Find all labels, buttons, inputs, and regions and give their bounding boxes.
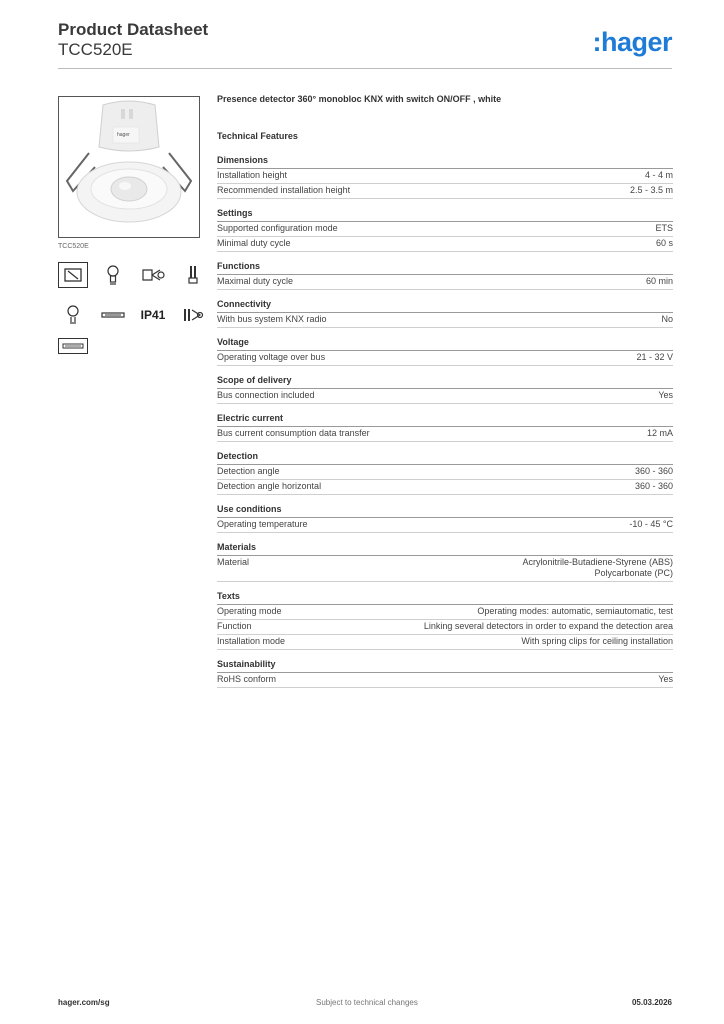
feature-row bbox=[217, 556, 673, 582]
feature-value: Acrylonitrile-Butadiene-Styrene (ABS) Polycarbonate (PC) bbox=[522, 557, 673, 578]
feature-row bbox=[217, 313, 673, 328]
hager-logo: :hager bbox=[592, 27, 672, 57]
feature-value: 60 s bbox=[655, 238, 673, 248]
feature-row bbox=[217, 389, 673, 404]
feature-label: Minimal duty cycle bbox=[217, 238, 291, 248]
feature-section bbox=[217, 542, 673, 582]
header-divider bbox=[58, 68, 672, 69]
feature-label: Maximal duty cycle bbox=[217, 276, 294, 286]
header bbox=[58, 20, 208, 60]
feature-label: Installation mode bbox=[217, 636, 286, 646]
feature-value: Yes bbox=[658, 674, 673, 684]
feature-section bbox=[217, 337, 673, 366]
bulb-icon bbox=[58, 302, 88, 328]
footer-note: Subject to technical changes bbox=[316, 998, 418, 1007]
section-title: Texts bbox=[217, 591, 673, 605]
feature-label: Bus current consumption data transfer bbox=[217, 428, 370, 438]
section-title: Scope of delivery bbox=[217, 375, 673, 389]
section-title: Materials bbox=[217, 542, 673, 556]
feature-label: Operating voltage over bus bbox=[217, 352, 326, 362]
feature-label: Installation height bbox=[217, 170, 288, 180]
product-description: Presence detector 360° monobloc KNX with switch ON/OFF , white bbox=[217, 94, 502, 104]
feature-label: Function bbox=[217, 621, 252, 631]
feature-label: Recommended installation height bbox=[217, 185, 351, 195]
feature-section bbox=[217, 299, 673, 328]
section-title: Electric current bbox=[217, 413, 673, 427]
feature-section bbox=[217, 504, 673, 533]
feature-section bbox=[217, 659, 673, 688]
feature-row bbox=[217, 169, 673, 184]
feature-label: Detection angle horizontal bbox=[217, 481, 322, 491]
feature-section bbox=[217, 261, 673, 290]
wall-mount-icon bbox=[58, 262, 88, 288]
fluorescent-lamp-icon bbox=[178, 262, 208, 288]
section-title: Voltage bbox=[217, 337, 673, 351]
feature-value: Linking several detectors in order to expand the detection area bbox=[423, 621, 673, 631]
page-title: Product Datasheet bbox=[58, 20, 209, 39]
led-strip-icon bbox=[58, 338, 88, 354]
feature-row bbox=[217, 465, 673, 480]
feature-row bbox=[217, 480, 673, 495]
feature-row bbox=[217, 184, 673, 199]
feature-value: 360 - 360 bbox=[634, 481, 673, 491]
technical-features-title: Technical Features bbox=[217, 131, 298, 141]
feature-section bbox=[217, 155, 673, 199]
motion-sensor-icon bbox=[138, 262, 168, 288]
product-image bbox=[58, 96, 200, 238]
knx-icon bbox=[178, 302, 208, 328]
footer-date: 05.03.2026 bbox=[631, 998, 672, 1007]
feature-row bbox=[217, 427, 673, 442]
feature-row bbox=[217, 222, 673, 237]
feature-sections bbox=[217, 155, 673, 688]
section-title: Use conditions bbox=[217, 504, 673, 518]
footer-website[interactable]: hager.com/sg bbox=[58, 998, 110, 1007]
section-title: Settings bbox=[217, 208, 673, 222]
incandescent-lamp-icon bbox=[98, 262, 128, 288]
technical-content bbox=[217, 94, 673, 697]
feature-section bbox=[217, 451, 673, 495]
feature-row bbox=[217, 635, 673, 650]
feature-value: ETS bbox=[655, 223, 673, 233]
feature-value: Operating modes: automatic, semiautomatic, test bbox=[477, 606, 673, 616]
product-reference: TCC520E bbox=[58, 40, 133, 59]
feature-value: -10 - 45 °C bbox=[629, 519, 673, 529]
feature-value: With spring clips for ceiling installation bbox=[521, 636, 673, 646]
image-caption: TCC520E bbox=[58, 243, 89, 250]
feature-label: With bus system KNX radio bbox=[217, 314, 327, 324]
feature-label: Bus connection included bbox=[217, 390, 315, 400]
feature-value: No bbox=[661, 314, 673, 324]
feature-value: 4 - 4 m bbox=[644, 170, 673, 180]
feature-row bbox=[217, 620, 673, 635]
feature-row bbox=[217, 605, 673, 620]
section-title: Connectivity bbox=[217, 299, 673, 313]
section-title: Dimensions bbox=[217, 155, 673, 169]
section-title: Functions bbox=[217, 261, 673, 275]
feature-value: 2.5 - 3.5 m bbox=[629, 185, 673, 195]
feature-value: 12 mA bbox=[646, 428, 673, 438]
section-title: Sustainability bbox=[217, 659, 673, 673]
feature-label: Detection angle bbox=[217, 466, 280, 476]
feature-value: 21 - 32 V bbox=[636, 352, 673, 362]
feature-label: RoHS conform bbox=[217, 674, 277, 684]
tube-lamp-icon bbox=[98, 302, 128, 328]
feature-section bbox=[217, 208, 673, 252]
feature-section bbox=[217, 591, 673, 650]
feature-section bbox=[217, 413, 673, 442]
feature-row bbox=[217, 237, 673, 252]
feature-label: Operating temperature bbox=[217, 519, 308, 529]
ip41-icon: IP41 bbox=[140, 308, 166, 322]
feature-row bbox=[217, 518, 673, 533]
feature-row bbox=[217, 673, 673, 688]
section-title: Detection bbox=[217, 451, 673, 465]
feature-value: 360 - 360 bbox=[634, 466, 673, 476]
feature-label: Material bbox=[217, 557, 250, 567]
device-brand-label: hager bbox=[117, 132, 130, 138]
feature-value: 60 min bbox=[645, 276, 673, 286]
feature-value: Yes bbox=[658, 390, 673, 400]
feature-section bbox=[217, 375, 673, 404]
feature-label: Operating mode bbox=[217, 606, 282, 616]
feature-row bbox=[217, 351, 673, 366]
feature-row bbox=[217, 275, 673, 290]
feature-label: Supported configuration mode bbox=[217, 223, 338, 233]
